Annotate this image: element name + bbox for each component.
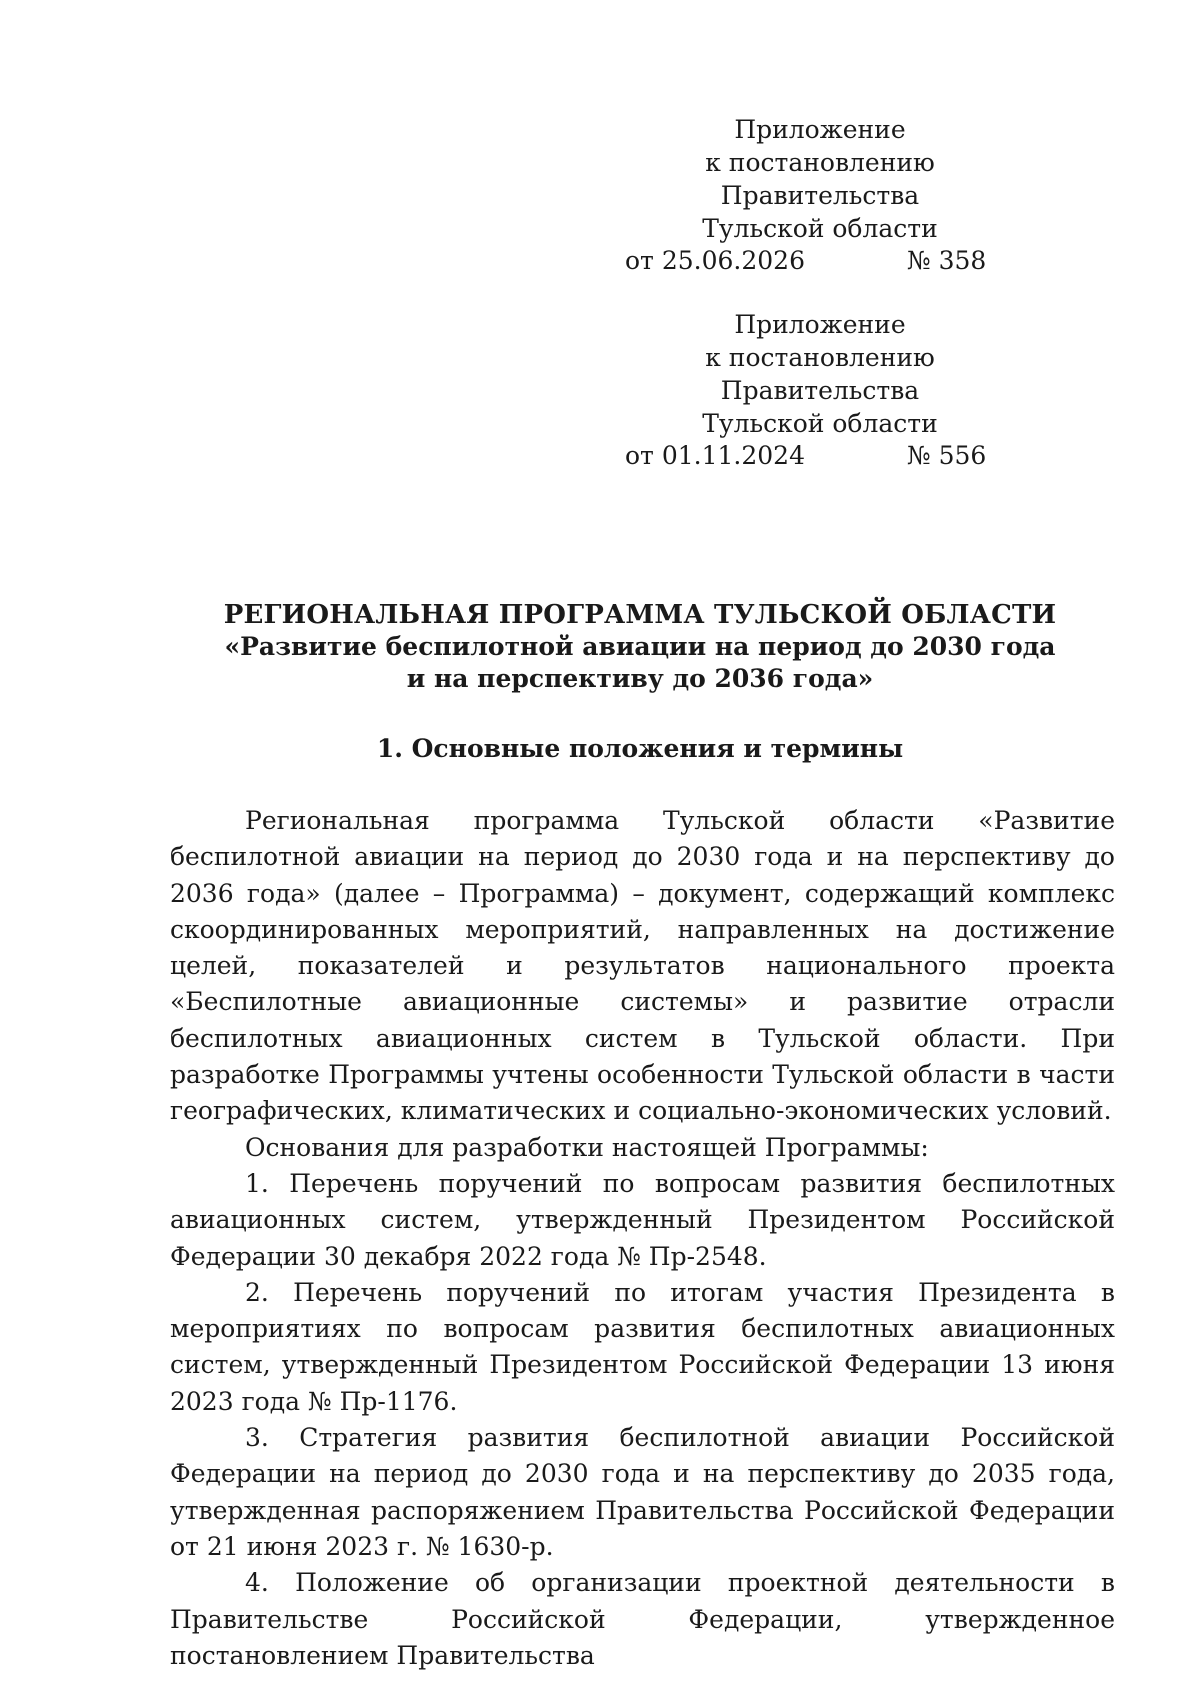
document-body: [170, 803, 1115, 1674]
appendix-resolution-line: к постановлению Правительства: [705, 148, 935, 210]
resolution-date: от 25.06.2026: [625, 246, 805, 275]
appendix-header-original: [620, 308, 1020, 440]
appendix-region-line: Тульской области: [702, 409, 938, 438]
list-item: 3. Стратегия развития беспилотной авиации Российской Федерации на период до 2030 года и на перспективу до 2035 года, утвержденная распоряжением Правительства Российской Федерации от 21 июня 2023 г. № 1630-р.: [170, 1423, 1115, 1561]
list-item: 2. Перечень поручений по итогам участия Президента в мероприятиях по вопросам развития беспилотных авиационных систем, утвержденный Президентом Российской Федерации 13 июня 2023 года № Пр-1176.: [170, 1277, 1115, 1416]
resolution-number: № 556: [907, 441, 987, 470]
list-item: 1. Перечень поручений по вопросам развития беспилотных авиационных систем, утвержденный Президентом Российской Федерации 30 декабря 2022 года № Пр-2548.: [170, 1168, 1115, 1271]
list-item: 4. Положение об организации проектной деятельности в Правительстве Российской Федерации, утвержденное постановлением Правительства: [170, 1568, 1115, 1670]
appendix-label: Приложение: [734, 115, 906, 144]
appendix-region-line: Тульской области: [702, 214, 938, 243]
section-heading: 1. Основные положения и термины: [376, 734, 904, 763]
program-title-name-line1: «Развитие беспилотной авиации на период до 2030 года: [224, 632, 1056, 661]
resolution-date: от 01.11.2024: [625, 441, 805, 470]
appendix-label: Приложение: [734, 310, 906, 339]
paragraph: Региональная программа Тульской области «Развитие беспилотной авиации на период до 2030 года и на перспективу до 2036 года» (далее – Программа) – документ, содержащий комплекс скоординированных мероприятий, направленных на достижение целей, показателей и результатов национального проекта «Беспилотные авиационные системы» и развитие отрасли беспилотных авиационных систем в Тульской области. При разработке Программы учтены особенности Тульской области в части географических, климатических и социально-экономических условий.: [170, 806, 1115, 1126]
appendix-header-current: [620, 113, 1020, 245]
document-title: [160, 599, 1120, 695]
appendix-resolution-line: к постановлению Правительства: [705, 343, 935, 405]
program-title-name-line2: и на перспективу до 2036 года»: [406, 664, 874, 693]
program-title-main: РЕГИОНАЛЬНАЯ ПРОГРАММА ТУЛЬСКОЙ ОБЛАСТИ: [223, 600, 1057, 630]
resolution-number: № 358: [907, 246, 987, 275]
paragraph: Основания для разработки настоящей Программы:: [245, 1132, 929, 1162]
